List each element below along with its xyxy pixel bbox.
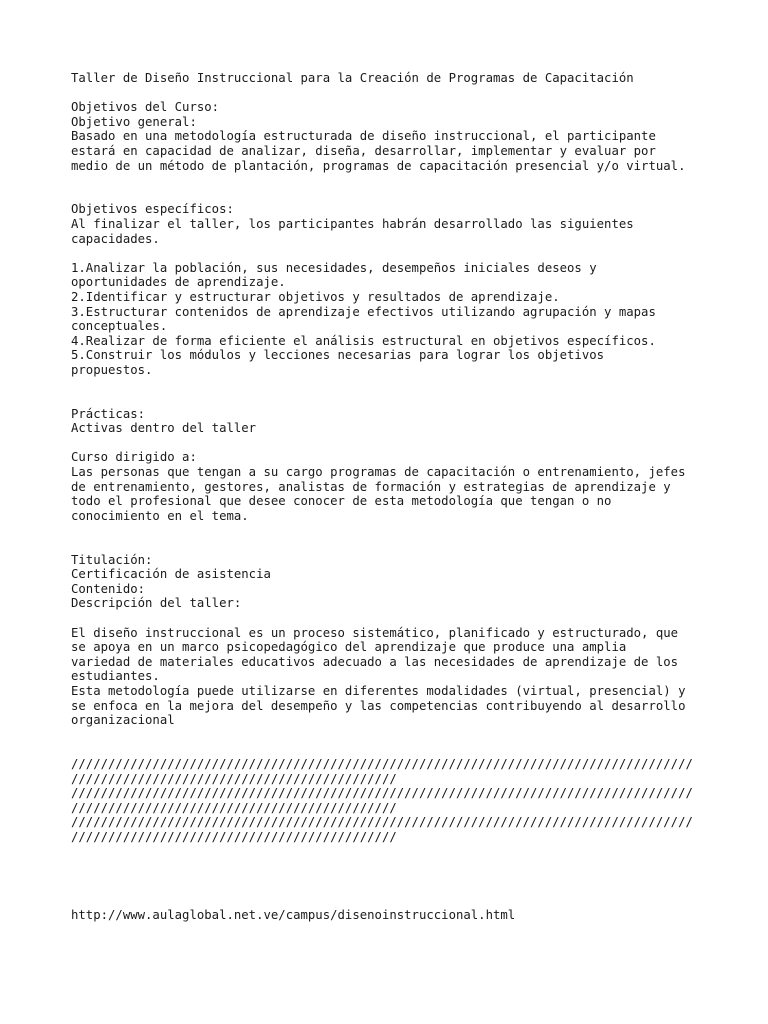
practicas-text: Activas dentro del taller — [71, 421, 257, 436]
objetivos-list-line: oportunidades de aprendizaje. — [71, 275, 286, 290]
blank-line — [71, 538, 711, 553]
objetivo-general-line: medio de un método de plantación, programas de capacitación presencial y/o virtual. — [71, 158, 686, 173]
blank-line — [71, 523, 711, 538]
descripcion-line: se enfoca en la mejora del desempeño y las competencias contribuyendo al desarrollo — [71, 698, 686, 713]
objetivos-list-line: 2.Identificar y estructurar objetivos y resultados de aprendizaje. — [71, 289, 560, 304]
objetivos-list-line: 1.Analizar la población, sus necesidades, desempeños iniciales deseos y — [71, 260, 597, 275]
separator-line: //////////////////////////////////////////// — [71, 829, 397, 844]
document-title: Taller de Diseño Instruccional para la Creación de Programas de Capacitación — [71, 71, 634, 85]
practicas-heading: Prácticas: — [71, 406, 146, 421]
blank-line — [71, 436, 711, 451]
objetivos-list-line: 4.Realizar de forma eficiente el análisis estructural en objetivos específicos. — [71, 333, 656, 348]
objetivos-especificos-intro-line: Al finalizar el taller, los participantes habrán desarrollado las siguientes — [71, 216, 634, 231]
objetivo-general-line: Basado en una metodología estructurada de diseño instruccional, el participante — [71, 129, 656, 144]
separator-line: //////////////////////////////////////////// — [71, 771, 397, 786]
curso-dirigido-heading: Curso dirigido a: — [71, 450, 197, 465]
objetivo-general-heading: Objetivo general: — [71, 114, 197, 129]
titulacion-heading: Titulación: — [71, 552, 153, 567]
descripcion-line: estudiantes. — [71, 669, 160, 684]
blank-line — [71, 246, 711, 261]
descripcion-line: organizacional — [71, 713, 175, 728]
document-body — [71, 71, 711, 844]
separator-line: //////////////////////////////////////////////////////////////////////////////////// — [71, 815, 693, 830]
source-url: http://www.aulaglobal.net.ve/campus/disenoinstruccional.html — [71, 908, 516, 922]
separator-line: //////////////////////////////////////////////////////////////////////////////////// — [71, 756, 693, 771]
objetivo-general-line: estará en capacidad de analizar, diseña, desarrollar, implementar y evaluar por — [71, 143, 656, 158]
blank-line — [71, 392, 711, 407]
blank-line — [71, 742, 711, 757]
descripcion-line: se apoya en un marco psicopedagógico del aprendizaje que produce una amplia — [71, 640, 627, 655]
blank-line — [71, 173, 711, 188]
curso-dirigido-line: Las personas que tengan a su cargo programas de capacitación o entrenamiento, jefes — [71, 465, 686, 480]
curso-dirigido-line: conocimiento en el tema. — [71, 508, 249, 523]
descripcion-heading: Descripción del taller: — [71, 596, 242, 611]
curso-dirigido-line: todo el profesional que desee conocer de esta metodología que tengan o no — [71, 494, 612, 509]
objetivos-list-line: propuestos. — [71, 362, 153, 377]
separator-line: //////////////////////////////////////////// — [71, 800, 397, 815]
blank-line — [71, 188, 711, 203]
descripcion-line: El diseño instruccional es un proceso sistemático, planificado y estructurado, que — [71, 625, 679, 640]
objetivos-especificos-heading: Objetivos específicos: — [71, 202, 234, 217]
contenido-heading: Contenido: — [71, 581, 146, 596]
objetivos-list-line: 3.Estructurar contenidos de aprendizaje efectivos utilizando agrupación y mapas — [71, 304, 656, 319]
blank-line — [71, 611, 711, 626]
objetivos-list-line: 5.Construir los módulos y lecciones necesarias para lograr los objetivos — [71, 348, 605, 363]
objetivos-curso-heading: Objetivos del Curso: — [71, 100, 220, 115]
curso-dirigido-line: de entrenamiento, gestores, analistas de formación y estrategias de aprendizaje y — [71, 479, 671, 494]
blank-line — [71, 86, 711, 101]
blank-line — [71, 728, 711, 743]
titulacion-text: Certificación de asistencia — [71, 567, 271, 582]
objetivos-list-line: conceptuales. — [71, 319, 168, 334]
objetivos-especificos-intro-line: capacidades. — [71, 231, 160, 246]
separator-line: //////////////////////////////////////////////////////////////////////////////////// — [71, 786, 693, 801]
descripcion-line: Esta metodología puede utilizarse en diferentes modalidades (virtual, presencial) y — [71, 683, 686, 698]
descripcion-line: variedad de materiales educativos adecuado a las necesidades de aprendizaje de los — [71, 654, 679, 669]
blank-line — [71, 377, 711, 392]
